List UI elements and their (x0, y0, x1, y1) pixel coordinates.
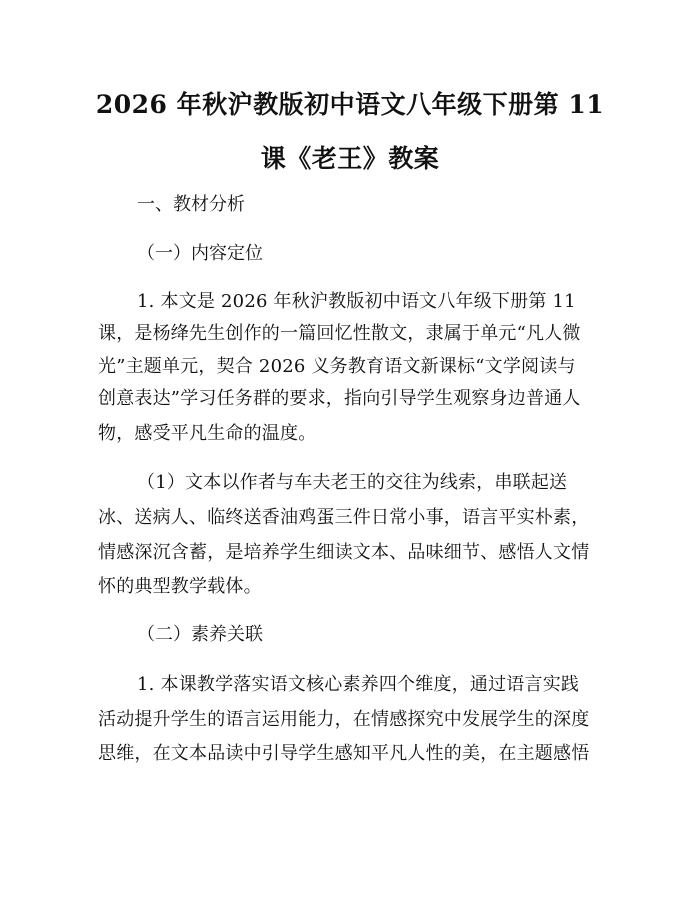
paragraph-1-line-5: 物，感受平凡生命的温度。 (98, 423, 317, 444)
paragraph-2-line-4: 怀的典型教学载体。 (98, 576, 262, 597)
paragraph-3-line-1: 1. 本课教学落实语文核心素养四个维度，通过语言实践 (137, 674, 580, 695)
subsection-heading-content-positioning: （一）内容定位 (137, 243, 263, 264)
subsection-heading-literacy-connection: （二）素养关联 (137, 624, 263, 645)
paragraph-2-line-1: （1）文本以作者与车夫老王的交往为线索，串联起送 (137, 472, 568, 493)
paragraph-1-line-1: 1. 本文是 2026 年秋沪教版初中语文八年级下册第 11 (137, 291, 576, 312)
document-title-line-2: 课《老王》教案 (260, 144, 440, 173)
paragraph-1-line-3: 光”主题单元，契合 2026 义务教育语文新课标“文学阅读与 (98, 356, 576, 377)
paragraph-1-line-2: 课，是杨绛先生创作的一篇回忆性散文，隶属于单元“凡人微 (98, 323, 581, 344)
paragraph-3-line-3: 思维，在文本品读中引导学生感知平凡人性的美，在主题感悟 (98, 743, 590, 764)
paragraph-3-line-2: 活动提升学生的语言运用能力，在情感探究中发展学生的深度 (98, 709, 590, 730)
paragraph-2-line-3: 情感深沉含蓄，是培养学生细读文本、品味细节、感悟人文情 (98, 542, 590, 563)
section-heading-textbook-analysis: 一、教材分析 (137, 194, 245, 215)
paragraph-2-line-2: 冰、送病人、临终送香油鸡蛋三件日常小事，语言平实朴素， (98, 507, 590, 528)
document-title-line-1: 2026 年秋沪教版初中语文八年级下册第 11 (95, 90, 605, 119)
paragraph-1-line-4: 创意表达”学习任务群的要求，指向引导学生观察身边普通人 (98, 388, 581, 409)
